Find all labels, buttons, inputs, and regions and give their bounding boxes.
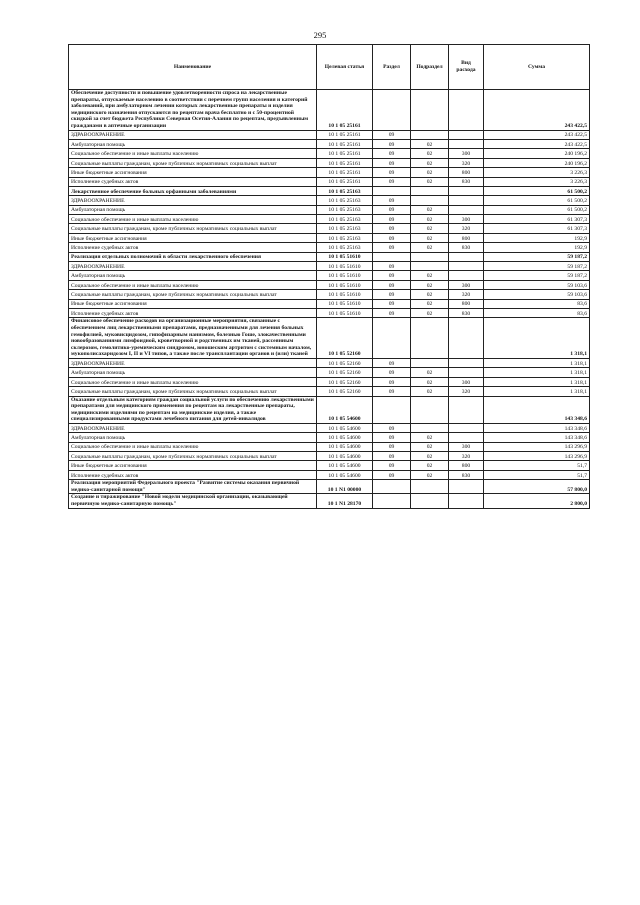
cell-section: 09 xyxy=(373,290,411,299)
cell-section: 09 xyxy=(373,196,411,205)
cell-expense-type: 830 xyxy=(449,177,484,186)
table-row xyxy=(69,130,590,139)
cell-sum: 61 307,3 xyxy=(484,215,590,224)
table-row xyxy=(69,387,590,396)
cell-expense-type: 800 xyxy=(449,233,484,242)
cell-expense-type: 320 xyxy=(449,290,484,299)
cell-sum: 3 226,3 xyxy=(484,177,590,186)
cell-subsection: 02 xyxy=(411,377,449,386)
cell-target-article: 10 1 05 25161 xyxy=(317,139,373,148)
cell-subsection: 02 xyxy=(411,461,449,470)
cell-target-article: 10 1 05 54600 xyxy=(317,452,373,461)
cell-sum: 61 307,3 xyxy=(484,224,590,233)
table-row xyxy=(69,461,590,470)
cell-expense-type: 320 xyxy=(449,224,484,233)
cell-subsection: 02 xyxy=(411,442,449,451)
cell-sum: 1 318,1 xyxy=(484,368,590,377)
cell-target-article: 10 1 05 25161 xyxy=(317,149,373,158)
cell-expense-type xyxy=(449,318,484,359)
cell-name: Реализация мероприятий Федерального проекта "Развитие системы оказания первичной медико-санитарной помощи" xyxy=(69,480,317,494)
cell-section: 09 xyxy=(373,168,411,177)
cell-name: Иные бюджетные ассигнования xyxy=(69,299,317,308)
cell-section xyxy=(373,480,411,494)
cell-name: ЗДРАВООХРАНЕНИЕ xyxy=(69,196,317,205)
cell-section: 09 xyxy=(373,233,411,242)
cell-name: Социальное обеспечение и иные выплаты населению xyxy=(69,149,317,158)
cell-target-article: 10 1 05 54600 xyxy=(317,433,373,442)
cell-section: 09 xyxy=(373,205,411,214)
cell-target-article: 10 1 05 25163 xyxy=(317,224,373,233)
table-row xyxy=(69,139,590,148)
table-row xyxy=(69,224,590,233)
cell-name: Социальное обеспечение и иные выплаты населению xyxy=(69,442,317,451)
cell-name: Амбулаторная помощь xyxy=(69,368,317,377)
cell-expense-type: 320 xyxy=(449,387,484,396)
cell-subsection: 02 xyxy=(411,299,449,308)
cell-name: Лекарственное обеспечение больных орфанными заболеваниями xyxy=(69,186,317,195)
cell-expense-type xyxy=(449,205,484,214)
cell-target-article: 10 1 05 51610 xyxy=(317,308,373,317)
cell-target-article: 10 1 N1 28170 xyxy=(317,494,373,508)
cell-subsection xyxy=(411,396,449,423)
cell-subsection: 02 xyxy=(411,452,449,461)
cell-section xyxy=(373,252,411,261)
cell-expense-type: 300 xyxy=(449,442,484,451)
cell-subsection xyxy=(411,130,449,139)
cell-name: Финансовое обеспечение расходов на организационные мероприятия, связанные с обеспечением лиц лекарственными препаратами, предназначенными для лечения больных гемофилией, муковисцидозом, гипофизарным нанизмом, болезнью Гоше, злокачественными новообразованиями лимфоидной, кроветворной и родственных им тканей, рассеянным склерозом, гемолитико-уремическим синдромом, юношеским артритом с системным началом, мукополисахаридозом I, II и VI типов, а также после трансплантации органов и (или) тканей xyxy=(69,318,317,359)
cell-expense-type: 830 xyxy=(449,243,484,252)
cell-section: 09 xyxy=(373,368,411,377)
table-row xyxy=(69,205,590,214)
cell-subsection: 02 xyxy=(411,368,449,377)
cell-section: 09 xyxy=(373,149,411,158)
cell-subsection: 02 xyxy=(411,233,449,242)
cell-target-article: 10 1 05 54600 xyxy=(317,442,373,451)
table-row xyxy=(69,452,590,461)
cell-expense-type xyxy=(449,90,484,131)
cell-target-article: 10 1 05 52160 xyxy=(317,358,373,367)
table-row xyxy=(69,177,590,186)
cell-target-article: 10 1 05 51610 xyxy=(317,299,373,308)
cell-expense-type xyxy=(449,252,484,261)
cell-sum: 143 348,6 xyxy=(484,396,590,423)
cell-subsection: 02 xyxy=(411,168,449,177)
table-row xyxy=(69,470,590,479)
cell-expense-type: 320 xyxy=(449,452,484,461)
cell-target-article: 10 1 05 25161 xyxy=(317,158,373,167)
cell-target-article: 10 1 05 51610 xyxy=(317,271,373,280)
cell-expense-type: 830 xyxy=(449,470,484,479)
cell-target-article: 10 1 05 52160 xyxy=(317,368,373,377)
table-row xyxy=(69,377,590,386)
cell-expense-type xyxy=(449,494,484,508)
cell-name: Иные бюджетные ассигнования xyxy=(69,461,317,470)
cell-sum: 143 348,6 xyxy=(484,423,590,432)
cell-subsection: 02 xyxy=(411,433,449,442)
cell-sum: 83,6 xyxy=(484,308,590,317)
cell-section: 09 xyxy=(373,452,411,461)
cell-subsection xyxy=(411,480,449,494)
cell-section xyxy=(373,318,411,359)
cell-sum: 1 318,1 xyxy=(484,387,590,396)
cell-target-article: 10 1 05 25161 xyxy=(317,177,373,186)
cell-sum: 59 187,2 xyxy=(484,252,590,261)
budget-table xyxy=(68,44,590,509)
table-row xyxy=(69,215,590,224)
cell-expense-type xyxy=(449,139,484,148)
cell-sum: 1 318,1 xyxy=(484,358,590,367)
cell-section: 09 xyxy=(373,358,411,367)
cell-expense-type: 800 xyxy=(449,168,484,177)
table-header-row xyxy=(69,45,590,90)
cell-name: Социальные выплаты гражданам, кроме публичных нормативных социальных выплат xyxy=(69,290,317,299)
table-row xyxy=(69,442,590,451)
table-body xyxy=(69,90,590,509)
cell-section: 09 xyxy=(373,130,411,139)
cell-target-article: 10 1 05 52160 xyxy=(317,377,373,386)
cell-target-article: 10 1 05 51610 xyxy=(317,280,373,289)
cell-section: 09 xyxy=(373,215,411,224)
cell-section: 09 xyxy=(373,387,411,396)
table-row xyxy=(69,280,590,289)
cell-expense-type: 300 xyxy=(449,280,484,289)
cell-section: 09 xyxy=(373,377,411,386)
cell-subsection xyxy=(411,318,449,359)
table-row xyxy=(69,480,590,494)
cell-name: ЗДРАВООХРАНЕНИЕ xyxy=(69,262,317,271)
cell-expense-type: 830 xyxy=(449,308,484,317)
cell-target-article: 10 1 05 25163 xyxy=(317,215,373,224)
cell-target-article: 10 1 05 54600 xyxy=(317,423,373,432)
cell-name: Иные бюджетные ассигнования xyxy=(69,168,317,177)
cell-sum: 51,7 xyxy=(484,470,590,479)
cell-name: Исполнение судебных актов xyxy=(69,470,317,479)
cell-expense-type: 300 xyxy=(449,215,484,224)
cell-section xyxy=(373,186,411,195)
cell-expense-type xyxy=(449,358,484,367)
table-row xyxy=(69,494,590,508)
cell-name: Исполнение судебных актов xyxy=(69,177,317,186)
cell-section: 09 xyxy=(373,280,411,289)
cell-name: ЗДРАВООХРАНЕНИЕ xyxy=(69,130,317,139)
table-row xyxy=(69,368,590,377)
cell-sum: 51,7 xyxy=(484,461,590,470)
cell-expense-type xyxy=(449,480,484,494)
table-row xyxy=(69,90,590,131)
cell-section: 09 xyxy=(373,461,411,470)
table-row xyxy=(69,358,590,367)
table-row xyxy=(69,168,590,177)
cell-sum: 59 103,6 xyxy=(484,280,590,289)
cell-target-article: 10 1 05 54600 xyxy=(317,396,373,423)
cell-subsection xyxy=(411,196,449,205)
cell-name: Оказание отдельным категориям граждан социальной услуги по обеспечению лекарственными препаратами для медицинского применения по рецептам на лекарственные препараты, медицинскими изделиями по рецептам на медицинские изделия, а также специализированными продуктами лечебного питания для детей-инвалидов xyxy=(69,396,317,423)
cell-sum: 243 422,5 xyxy=(484,139,590,148)
cell-target-article: 10 1 05 25163 xyxy=(317,243,373,252)
cell-target-article: 10 1 05 25163 xyxy=(317,233,373,242)
cell-sum: 59 103,6 xyxy=(484,290,590,299)
cell-target-article: 10 1 05 25163 xyxy=(317,205,373,214)
cell-name: Социальные выплаты гражданам, кроме публичных нормативных социальных выплат xyxy=(69,224,317,233)
cell-expense-type xyxy=(449,423,484,432)
cell-section: 09 xyxy=(373,139,411,148)
cell-name: Социальные выплаты гражданам, кроме публичных нормативных социальных выплат xyxy=(69,452,317,461)
cell-subsection: 02 xyxy=(411,158,449,167)
cell-name: Иные бюджетные ассигнования xyxy=(69,233,317,242)
cell-sum: 192,9 xyxy=(484,233,590,242)
cell-sum: 61 500,2 xyxy=(484,205,590,214)
table-row xyxy=(69,149,590,158)
cell-expense-type xyxy=(449,271,484,280)
cell-subsection: 02 xyxy=(411,243,449,252)
cell-target-article: 10 1 05 25163 xyxy=(317,196,373,205)
table-row xyxy=(69,196,590,205)
table-row xyxy=(69,252,590,261)
cell-section: 09 xyxy=(373,423,411,432)
table-row xyxy=(69,433,590,442)
table-row xyxy=(69,243,590,252)
cell-sum: 61 500,2 xyxy=(484,196,590,205)
cell-name: Исполнение судебных актов xyxy=(69,243,317,252)
cell-sum: 1 318,1 xyxy=(484,377,590,386)
cell-target-article: 10 1 05 51610 xyxy=(317,262,373,271)
cell-subsection xyxy=(411,90,449,131)
header-section: Раздел xyxy=(373,45,411,90)
cell-subsection: 02 xyxy=(411,139,449,148)
cell-section: 09 xyxy=(373,299,411,308)
cell-sum: 243 422,5 xyxy=(484,130,590,139)
cell-sum: 83,6 xyxy=(484,299,590,308)
cell-target-article: 10 1 05 25161 xyxy=(317,130,373,139)
header-subsection: Подраздел xyxy=(411,45,449,90)
table-row xyxy=(69,318,590,359)
cell-name: ЗДРАВООХРАНЕНИЕ xyxy=(69,358,317,367)
cell-expense-type: 800 xyxy=(449,299,484,308)
cell-section: 09 xyxy=(373,442,411,451)
cell-name: Амбулаторная помощь xyxy=(69,205,317,214)
cell-section: 09 xyxy=(373,271,411,280)
table-row xyxy=(69,186,590,195)
cell-subsection: 02 xyxy=(411,215,449,224)
cell-expense-type xyxy=(449,262,484,271)
cell-section xyxy=(373,494,411,508)
cell-expense-type xyxy=(449,433,484,442)
cell-target-article: 10 1 05 52160 xyxy=(317,318,373,359)
cell-expense-type: 320 xyxy=(449,158,484,167)
cell-expense-type xyxy=(449,130,484,139)
cell-sum: 192,9 xyxy=(484,243,590,252)
cell-name: Социальные выплаты гражданам, кроме публичных нормативных социальных выплат xyxy=(69,387,317,396)
cell-subsection: 02 xyxy=(411,177,449,186)
header-expense-type: Вид расхода xyxy=(449,45,484,90)
cell-name: Социальное обеспечение и иные выплаты населению xyxy=(69,280,317,289)
table-row xyxy=(69,233,590,242)
table-row xyxy=(69,290,590,299)
cell-expense-type xyxy=(449,186,484,195)
cell-expense-type xyxy=(449,396,484,423)
table-row xyxy=(69,271,590,280)
cell-sum: 243 422,5 xyxy=(484,90,590,131)
cell-section: 09 xyxy=(373,177,411,186)
cell-section: 09 xyxy=(373,433,411,442)
cell-subsection xyxy=(411,252,449,261)
cell-sum: 240 196,2 xyxy=(484,158,590,167)
cell-sum: 143 296,9 xyxy=(484,452,590,461)
cell-subsection: 02 xyxy=(411,387,449,396)
cell-name: Обеспечение доступности и повышение удовлетворенности спроса на лекарственные препараты, отпускаемые населению в соответствии с перечнем групп населения и категорий заболеваний, при амбулаторном лечении которых лекарственные препараты и изделия медицинского назначения отпускаются по рецептам врача бесплатно и с 50-процентной скидкой за счет бюджета Республики Северная Осетия-Алания по рецептам, предъявленным гражданами в аптечные организации xyxy=(69,90,317,131)
cell-name: Амбулаторная помощь xyxy=(69,433,317,442)
cell-section xyxy=(373,396,411,423)
cell-target-article: 10 1 05 51610 xyxy=(317,252,373,261)
cell-target-article: 10 1 05 54600 xyxy=(317,470,373,479)
cell-subsection: 02 xyxy=(411,224,449,233)
header-name: Наименование xyxy=(69,45,317,90)
table-row xyxy=(69,423,590,432)
table-row xyxy=(69,308,590,317)
cell-name: Реализация отдельных полномочий в области лекарственного обеспечения xyxy=(69,252,317,261)
cell-expense-type: 300 xyxy=(449,149,484,158)
cell-target-article: 10 1 05 25163 xyxy=(317,186,373,195)
cell-section: 09 xyxy=(373,158,411,167)
cell-subsection xyxy=(411,186,449,195)
cell-subsection: 02 xyxy=(411,470,449,479)
cell-sum: 61 500,2 xyxy=(484,186,590,195)
cell-expense-type: 300 xyxy=(449,377,484,386)
cell-subsection: 02 xyxy=(411,308,449,317)
cell-name: Исполнение судебных актов xyxy=(69,308,317,317)
cell-name: Социальное обеспечение и иные выплаты населению xyxy=(69,377,317,386)
cell-target-article: 10 1 05 51610 xyxy=(317,290,373,299)
cell-section: 09 xyxy=(373,224,411,233)
cell-subsection xyxy=(411,358,449,367)
cell-section xyxy=(373,90,411,131)
cell-section: 09 xyxy=(373,308,411,317)
cell-section: 09 xyxy=(373,243,411,252)
cell-subsection xyxy=(411,262,449,271)
cell-sum: 240 196,2 xyxy=(484,149,590,158)
cell-sum: 2 800,0 xyxy=(484,494,590,508)
cell-target-article: 10 1 05 54600 xyxy=(317,461,373,470)
cell-subsection: 02 xyxy=(411,149,449,158)
cell-subsection: 02 xyxy=(411,290,449,299)
table-row xyxy=(69,396,590,423)
cell-subsection xyxy=(411,423,449,432)
cell-target-article: 10 1 05 52160 xyxy=(317,387,373,396)
cell-sum: 143 348,6 xyxy=(484,433,590,442)
table-row xyxy=(69,262,590,271)
cell-name: Социальное обеспечение и иные выплаты населению xyxy=(69,215,317,224)
cell-sum: 57 800,0 xyxy=(484,480,590,494)
header-sum: Сумма xyxy=(484,45,590,90)
cell-subsection xyxy=(411,494,449,508)
cell-name: Социальные выплаты гражданам, кроме публичных нормативных социальных выплат xyxy=(69,158,317,167)
table-row xyxy=(69,299,590,308)
cell-sum: 143 296,9 xyxy=(484,442,590,451)
table-row xyxy=(69,158,590,167)
cell-subsection: 02 xyxy=(411,280,449,289)
cell-target-article: 10 1 N1 00000 xyxy=(317,480,373,494)
cell-sum: 3 226,3 xyxy=(484,168,590,177)
cell-name: Амбулаторная помощь xyxy=(69,271,317,280)
cell-expense-type xyxy=(449,368,484,377)
cell-target-article: 10 1 05 25161 xyxy=(317,90,373,131)
header-target-article: Целевая статья xyxy=(317,45,373,90)
cell-section: 09 xyxy=(373,262,411,271)
cell-subsection: 02 xyxy=(411,271,449,280)
cell-name: Амбулаторная помощь xyxy=(69,139,317,148)
cell-name: Создание и тиражирование "Новой модели медицинской организации, оказывающей первичную медико-санитарную помощь" xyxy=(69,494,317,508)
cell-expense-type: 800 xyxy=(449,461,484,470)
cell-sum: 1 318,1 xyxy=(484,318,590,359)
cell-target-article: 10 1 05 25161 xyxy=(317,168,373,177)
cell-name: ЗДРАВООХРАНЕНИЕ xyxy=(69,423,317,432)
page-number: 295 xyxy=(313,30,327,40)
cell-section: 09 xyxy=(373,470,411,479)
cell-sum: 59 187,2 xyxy=(484,271,590,280)
cell-sum: 59 187,2 xyxy=(484,262,590,271)
cell-expense-type xyxy=(449,196,484,205)
cell-subsection: 02 xyxy=(411,205,449,214)
